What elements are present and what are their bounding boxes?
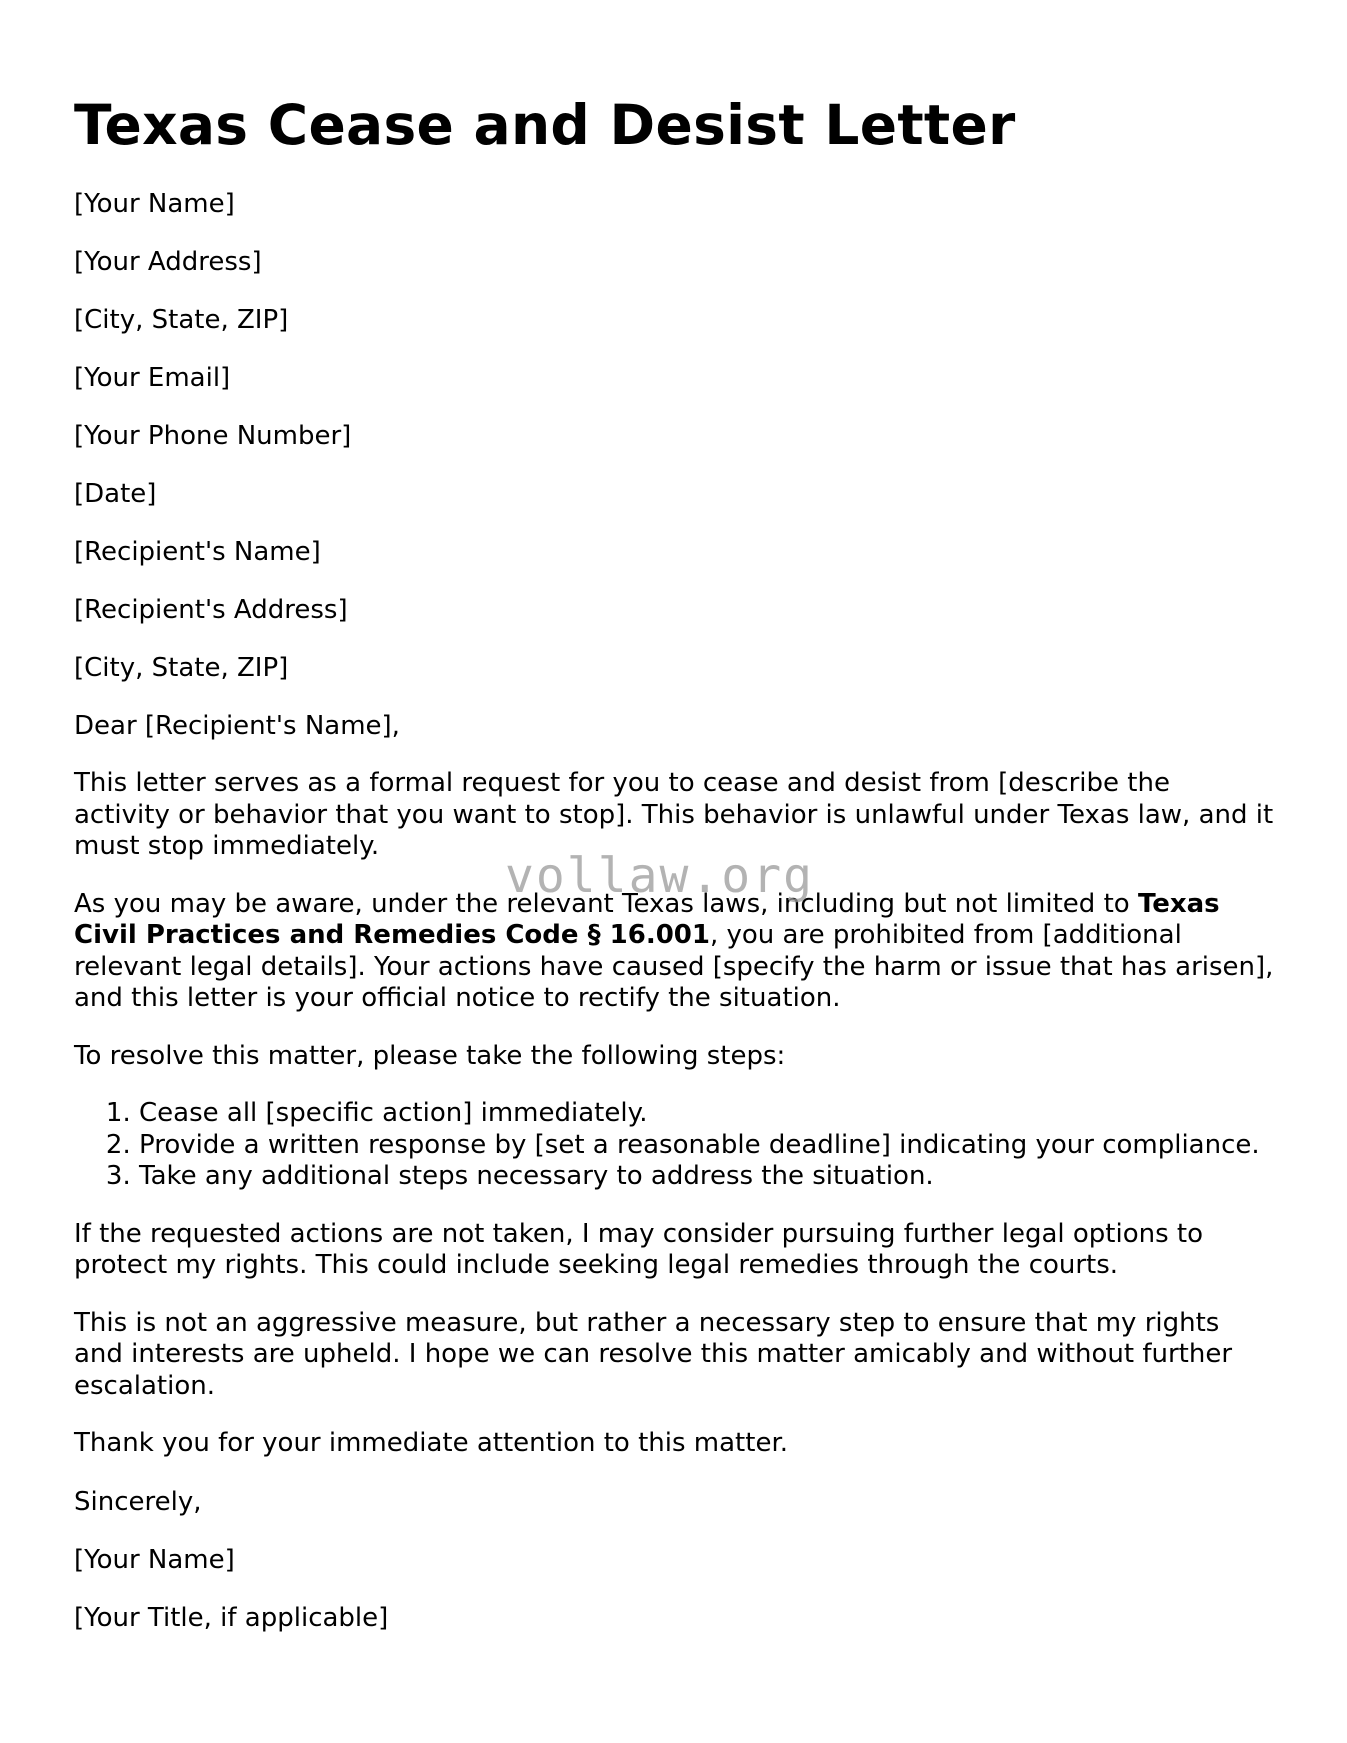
- sender-address: [Your Address]: [74, 247, 262, 277]
- steps-intro: To resolve this matter, please take the following steps:: [74, 1040, 786, 1071]
- legal-text-post: , you are prohibited from [additional relevant legal details]. Your actions have caused [specify the harm or issue that has arisen], and this letter is your official notice to rectify the situation.: [74, 920, 1274, 1013]
- steps-list: [74, 1098, 1274, 1193]
- legal-text-pre: As you may be aware, under the relevant Texas laws, including but not limited to: [74, 888, 1138, 919]
- recipient-address: [Recipient's Address]: [74, 595, 348, 625]
- sender-city-state-zip: [City, State, ZIP]: [74, 305, 289, 335]
- recipient-city-state-zip: [City, State, ZIP]: [74, 653, 289, 683]
- signature-title: [Your Title, if applicable]: [74, 1602, 389, 1633]
- recipient-name: [Recipient's Name]: [74, 537, 321, 567]
- list-item: 1. Cease all [specific action] immediately.: [139, 1098, 1274, 1130]
- letter-date: [Date]: [74, 479, 157, 509]
- page-title: Texas Cease and Desist Letter: [74, 93, 1016, 157]
- signature-name: [Your Name]: [74, 1544, 235, 1575]
- list-item: 2. Provide a written response by [set a reasonable deadline] indicating your compliance.: [139, 1130, 1274, 1162]
- letter-page: [74, 92, 1274, 1660]
- consequence-paragraph: If the requested actions are not taken, I may consider pursuing further legal options to protect my rights. This could include seeking legal remedies through the courts.: [74, 1218, 1204, 1280]
- list-item: 3. Take any additional steps necessary to address the situation.: [139, 1161, 1274, 1193]
- legal-citation: Texas Civil Practices and Remedies Code § 16.001: [74, 888, 1220, 950]
- salutation: Dear [Recipient's Name],: [74, 711, 400, 741]
- watermark: vollaw.org: [505, 848, 814, 904]
- sign-off: Sincerely,: [74, 1486, 202, 1517]
- thanks-paragraph: Thank you for your immediate attention to this matter.: [74, 1428, 789, 1458]
- intro-paragraph: This letter serves as a formal request for you to cease and desist from [describe the activity or behavior that you want to stop]. This behavior is unlawful under Texas law, and it must stop immediately.: [74, 768, 1274, 861]
- sender-email: [Your Email]: [74, 363, 231, 393]
- tone-paragraph: This is not an aggressive measure, but rather a necessary step to ensure that my rights and interests are upheld. I hope we can resolve this matter amicably and without further escalation.: [74, 1307, 1233, 1401]
- sender-name: [Your Name]: [74, 189, 235, 219]
- legal-paragraph: [74, 889, 1274, 1015]
- sender-phone: [Your Phone Number]: [74, 421, 352, 451]
